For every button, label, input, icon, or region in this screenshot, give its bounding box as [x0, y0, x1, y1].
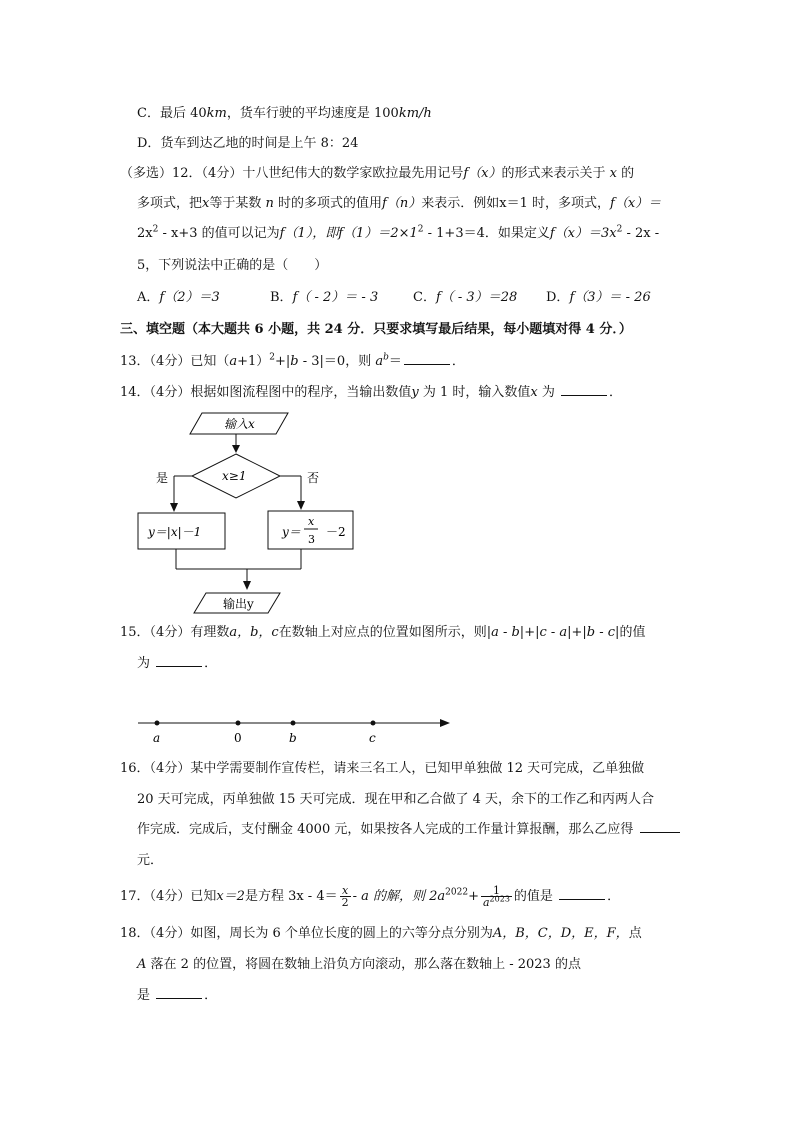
text: 时的多项式的值用 [278, 196, 383, 211]
math: a [375, 354, 384, 369]
q12-option-d [546, 288, 651, 308]
fraction [481, 885, 512, 908]
option-label: D． [546, 290, 570, 305]
q17 [120, 883, 620, 911]
answer-blank[interactable] [640, 820, 680, 833]
text: ． [451, 354, 465, 369]
q16-line-3 [137, 820, 682, 840]
flowchart-condition: x≥1 [222, 469, 247, 483]
text: 的形式来表示关于 [501, 166, 606, 181]
option-label: C． [137, 106, 160, 121]
math: a [229, 354, 238, 369]
section-heading [120, 320, 632, 340]
answer-blank[interactable] [156, 986, 202, 999]
q11-option-d [137, 134, 358, 154]
fraction-denominator: 2 [341, 896, 349, 909]
math: x＝1 时，多项式 [499, 196, 597, 211]
unit: km [206, 106, 227, 121]
math: a，b，c [229, 625, 279, 640]
q15-line-1 [120, 623, 645, 643]
math: f（x）＝ [610, 196, 662, 211]
text: 20 天可完成，丙单独做 15 天可完成．现在甲和乙合做了 4 天，余下的工作乙和丙两人合 [137, 792, 655, 807]
exponent: 2 [417, 224, 424, 235]
text: 十八世纪伟大的数学家欧拉最先用记号 [242, 166, 464, 181]
text: 的 [621, 166, 635, 181]
math: f（x） [463, 166, 502, 181]
math: f（x）＝3x [549, 226, 617, 241]
point-b [291, 721, 296, 726]
math: 是方程 3x - 4＝ [244, 889, 338, 904]
q13 [120, 352, 465, 372]
flowchart-right-num: x [308, 515, 315, 528]
text: 的值 [619, 625, 646, 640]
text: 17．（4分）已知 [120, 889, 217, 904]
text: 16．（4分）某中学需要制作宣传栏，请来三名工人，已知甲单独做 12 天可完成，乙单独做 [120, 761, 645, 776]
math: + [468, 889, 479, 904]
text: 是 [137, 988, 151, 1003]
text: 5，下列说法中正确的是（ ） [137, 258, 328, 273]
answer-blank[interactable] [561, 383, 607, 396]
question-number: （多选）12．（4分） [120, 166, 243, 181]
q12-option-b [270, 288, 378, 308]
text: ． [204, 656, 218, 671]
math: - x+3 的值可以记为 [158, 226, 280, 241]
unit: km/h [398, 106, 432, 121]
option-text: ，货车行驶的平均速度是 100 [226, 106, 399, 121]
option-text: 最后 40 [159, 106, 207, 121]
flowchart-right-den: 3 [308, 533, 315, 546]
fraction [340, 885, 351, 908]
exponent: 2 [616, 224, 623, 235]
option-label: A． [137, 290, 160, 305]
math: - 2x - [622, 226, 660, 241]
math: f（1）＝2×1 [338, 226, 418, 241]
flowchart-yes-label: 是 [156, 471, 169, 485]
q15-line-2 [137, 654, 217, 674]
text: 来表示．例如 [421, 196, 500, 211]
label-c: c [369, 731, 376, 745]
answer-blank[interactable] [559, 887, 605, 900]
exponent: b [383, 352, 389, 363]
text: ＝ [388, 354, 402, 369]
text: 18．（4分）如图，周长为 6 个单位长度的圆上的六等分点分别为 [120, 926, 493, 941]
text: 多项式，把 [137, 196, 203, 211]
text: 作完成．完成后，支付酬金 4000 元，如果按各人完成的工作量计算报酬，那么乙应得 [137, 822, 634, 837]
q16-line-1 [120, 759, 644, 779]
heading-text: 三、填空题（本大题共 6 小题，共 24 分．只要求填写最后结果，每小题填对得 4 分．） [120, 322, 632, 337]
math: f（n） [382, 196, 422, 211]
math: x＝2 [216, 889, 245, 904]
q12-option-a [137, 288, 220, 308]
option-label: B． [270, 290, 293, 305]
text: 15．（4分）有理数 [120, 625, 230, 640]
flowchart-output-label: 输出y [223, 597, 254, 611]
text: 元． [137, 853, 164, 868]
math: x [609, 166, 617, 181]
math: x [530, 385, 538, 400]
text: 13．（4分）已知（ [120, 354, 230, 369]
flowchart-right-pre: y＝ [282, 525, 301, 539]
text: 点 [628, 926, 642, 941]
text: 等于某数 [209, 196, 262, 211]
flowchart-no-label: 否 [307, 471, 320, 485]
math: 2x [137, 226, 153, 241]
flowchart-right-post: －2 [326, 525, 346, 539]
q16-line-2 [137, 790, 654, 810]
text: 落在 2 的位置，将圆在数轴上沿负方向滚动，那么落在数轴上 - 2023 的点 [150, 957, 581, 972]
option-label: D． [137, 136, 161, 151]
answer-blank[interactable] [156, 654, 202, 667]
flowchart-input-label: 输入x [224, 417, 255, 431]
q12-line-4 [137, 256, 327, 276]
point-a [155, 721, 160, 726]
text: 的值是 [513, 889, 553, 904]
exponent: 2023 [489, 894, 510, 904]
text: ． [204, 988, 218, 1003]
answer-blank[interactable] [404, 352, 450, 365]
text: ． [607, 889, 621, 904]
q12-line-3 [137, 224, 659, 244]
q18-line-1 [120, 924, 642, 944]
text: ． [609, 385, 623, 400]
q12-line-1 [120, 164, 634, 184]
q18-line-2 [137, 955, 581, 975]
math: b [290, 354, 299, 369]
point-0 [236, 721, 241, 726]
q11-option-c [137, 104, 432, 124]
text: 14．（4分）根据如图流程图中的程序，当输出数值 [120, 385, 412, 400]
number-line [130, 710, 460, 750]
option-text: 货车到达乙地的时间是上午 8：24 [160, 136, 359, 151]
math: - a 的解，则 2a [352, 889, 446, 904]
option-text: f（3）＝ - 26 [569, 290, 651, 305]
option-label: C． [413, 290, 436, 305]
math: y [411, 385, 419, 400]
option-text: f（ - 2）＝ - 3 [292, 290, 379, 305]
flowchart [130, 405, 390, 617]
q12-line-2: 多项式，把x等于某数 n 时的多项式的值用f（n）来表示．例如x＝1 时，多项式，f（x）＝ [137, 196, 662, 211]
label-a: a [153, 731, 161, 745]
exponent: 2022 [445, 887, 469, 898]
q18-line-3 [137, 986, 217, 1006]
point-c [371, 721, 376, 726]
option-text: f（ - 3）＝28 [435, 290, 518, 305]
text: 为 [541, 385, 555, 400]
exponent: 2 [152, 224, 159, 235]
math: a - b|+|c - a|+|b - c| [491, 625, 620, 640]
math: A，B，C，D，E，F， [492, 926, 629, 941]
q12-option-c [413, 288, 517, 308]
fraction-numerator: 1 [481, 885, 512, 897]
q16-line-4 [137, 851, 163, 871]
text: 为 [137, 656, 151, 671]
math: f（1），即 [279, 226, 339, 241]
math: n [265, 196, 274, 211]
fraction-denominator: a [482, 896, 490, 909]
text: 为 1 时，输入数值 [422, 385, 531, 400]
math: x [202, 196, 210, 211]
label-b: b [289, 731, 297, 745]
math: A [137, 957, 147, 972]
math: +1） [237, 354, 270, 369]
text: 在数轴上对应点的位置如图所示，则| [278, 625, 492, 640]
math: - 1+3＝4．如果定义 [423, 226, 550, 241]
option-text: f（2）＝3 [159, 290, 220, 305]
math: +| [275, 354, 291, 369]
math: - 3|＝0，则 [298, 354, 376, 369]
exponent: 2 [269, 352, 275, 363]
q14 [120, 383, 622, 403]
flowchart-left-formula: y＝|x|－1 [148, 525, 202, 539]
label-0: 0 [234, 731, 242, 745]
fraction-numerator: x [340, 885, 351, 897]
